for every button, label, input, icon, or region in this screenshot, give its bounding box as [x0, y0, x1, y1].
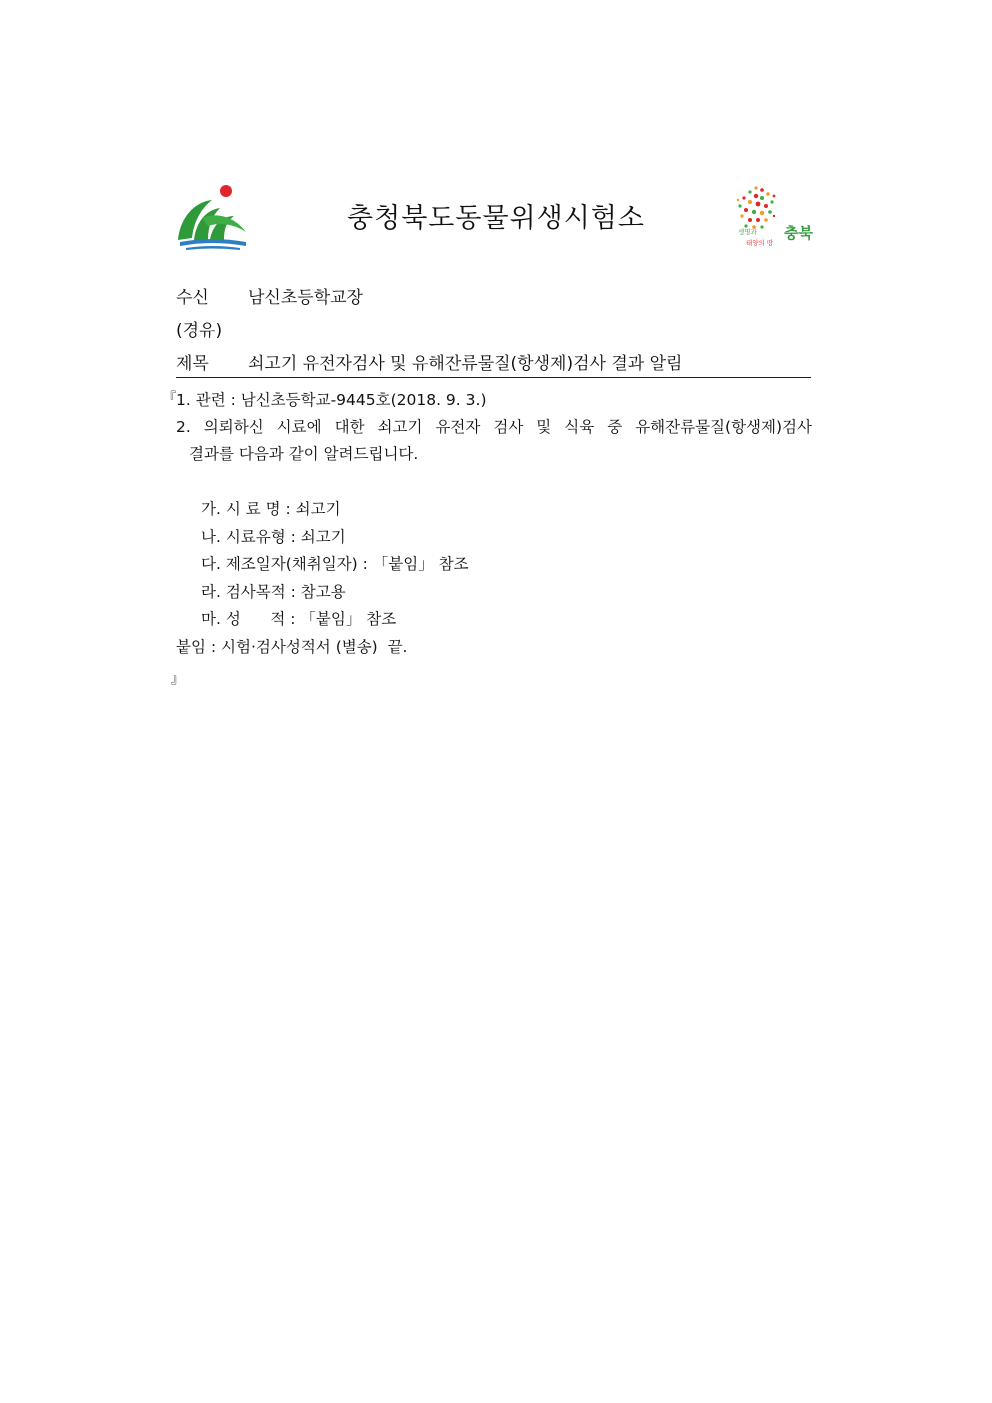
item-2-line-1: 2. 의뢰하신 시료에 대한 쇠고기 유전자 검사 및 식육 중 유해잔류물질(항생제)검사	[176, 418, 812, 436]
item-1-reference: 1. 관련 : 남신초등학교-9445호(2018. 9. 3.)	[176, 391, 487, 409]
via-label: (경유)	[176, 321, 223, 341]
sub-item-sample-name: 가. 시 료 명 : 쇠고기	[201, 500, 341, 518]
header-divider	[176, 377, 811, 378]
organization-title: 충청북도동물위생시험소	[347, 203, 645, 234]
sub-item-sample-type: 나. 시료유형 : 쇠고기	[201, 528, 346, 546]
right-logo-bottom-text: 태양의 땅	[746, 239, 774, 247]
recipient-label: 수신	[176, 288, 209, 308]
sub-item-results: 마. 성 적 : 「붙임」 참조	[201, 610, 397, 628]
sub-item-purpose: 라. 검사목적 : 참고용	[201, 583, 346, 601]
subject-row	[176, 349, 682, 374]
subject-label: 제목	[176, 354, 209, 374]
open-bracket-mark: 『	[163, 391, 177, 406]
attachment-line: 붙임 : 시험·검사성적서 (별송) 끝.	[176, 638, 408, 656]
right-logo-main-text: 충북	[784, 224, 813, 242]
subject-value: 쇠고기 유전자검사 및 유해잔류물질(항생제)검사 결과 알림	[248, 354, 683, 374]
recipient-value: 남신초등학교장	[248, 288, 363, 308]
chungbuk-slogan-logo	[734, 182, 816, 252]
close-bracket-mark: 』	[171, 672, 185, 687]
sub-item-manufacture-date: 다. 제조일자(채취일자) : 「붙임」 참조	[201, 555, 469, 573]
item-2-line-2: 결과를 다음과 같이 알려드립니다.	[189, 445, 419, 463]
recipient-row	[176, 283, 363, 308]
right-logo-top-text: 생명과	[738, 228, 757, 236]
